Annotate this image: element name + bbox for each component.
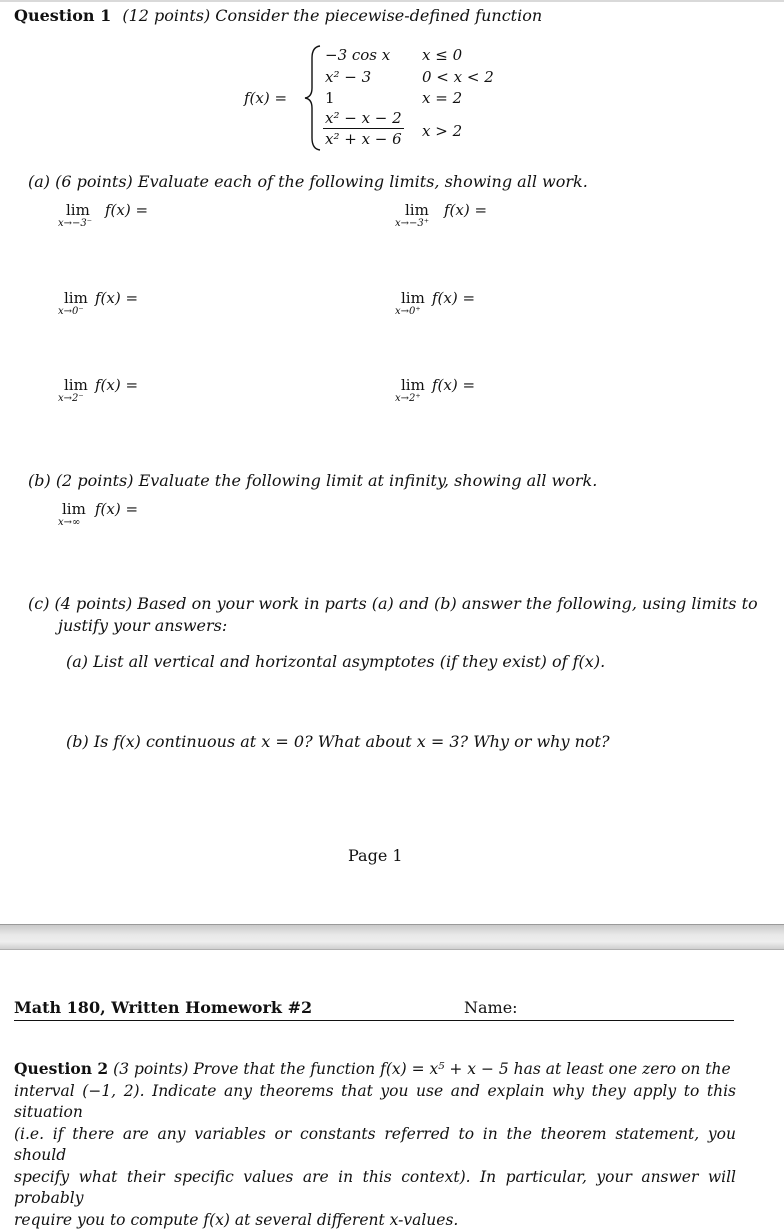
question-2-line-4: specify what their specific values are in this context). In particular, your answer will probably (14, 1167, 736, 1210)
piecewise-brace (303, 44, 323, 152)
lim-subscript: x→0⁻ (58, 306, 84, 317)
page-separator (0, 924, 784, 950)
function-lhs: f(x) = (244, 89, 287, 107)
course-header: Math 180, Written Homework #2 (14, 998, 312, 1017)
question-2-line-2: interval (−1, 2). Indicate any theorems that you use and explain why they apply to this situation (14, 1081, 736, 1124)
part-b-prompt: (b) (2 points) Evaluate the following limit at infinity, showing all work. (28, 471, 597, 490)
piece-1-expr: −3 cos x (325, 46, 390, 64)
lim-expression: f(x) = (444, 201, 487, 219)
piece-4-fraction (323, 109, 404, 148)
piece-3-cond: x = 2 (422, 89, 462, 107)
lim-expression: f(x) = (95, 289, 138, 307)
part-c-sub-b: (b) Is f(x) continuous at x = 0? What about x = 3? Why or why not? (66, 732, 610, 751)
lim-word: lim (66, 201, 90, 219)
lim-subscript: x→0⁺ (395, 306, 421, 317)
piece-4-numerator: x² − x − 2 (323, 109, 404, 129)
lim-subscript: x→−3⁺ (395, 218, 429, 229)
question-2-line-5: require you to compute f(x) at several different x-values. (14, 1210, 736, 1231)
lim-word: lim (405, 201, 429, 219)
part-c-prompt-line1: (c) (4 points) Based on your work in parts (a) and (b) answer the following, using limits to (28, 594, 758, 613)
part-a-prompt: (a) (6 points) Evaluate each of the following limits, showing all work. (28, 172, 588, 191)
lim-subscript: x→−3⁻ (58, 218, 92, 229)
piece-4-denominator: x² + x − 6 (323, 129, 404, 148)
piece-4-expr (323, 109, 404, 148)
question-2-line-1-text: (3 points) Prove that the function f(x) = x⁵ + x − 5 has at least one zero on the (113, 1060, 731, 1078)
page-number: Page 1 (348, 846, 403, 865)
question-1-intro: (12 points) Consider the piecewise-defined function (122, 6, 542, 25)
page-top-edge (0, 0, 784, 2)
lim-subscript: x→∞ (58, 517, 80, 528)
piece-3-expr: 1 (325, 89, 335, 107)
piece-2-expr: x² − 3 (325, 68, 371, 86)
question-2-line-3: (i.e. if there are any variables or constants referred to in the theorem statement, you should (14, 1124, 736, 1167)
header-rule (14, 1020, 734, 1021)
lim-word: lim (401, 289, 425, 307)
question-1-label: Question 1 (14, 6, 111, 25)
part-c-sub-a: (a) List all vertical and horizontal asymptotes (if they exist) of f(x). (66, 652, 605, 671)
lim-word: lim (62, 500, 86, 518)
question-2-block (14, 1058, 736, 1231)
lim-subscript: x→2⁻ (58, 393, 84, 404)
lim-expression: f(x) = (95, 500, 138, 518)
lim-expression: f(x) = (105, 201, 148, 219)
lim-word: lim (64, 376, 88, 394)
lim-word: lim (64, 289, 88, 307)
lim-subscript: x→2⁺ (395, 393, 421, 404)
part-c-prompt-line2: justify your answers: (58, 616, 227, 635)
question-2-label: Question 2 (14, 1059, 108, 1078)
question-2-line-1 (14, 1058, 736, 1081)
question-1-header (14, 6, 542, 25)
lim-expression: f(x) = (432, 376, 475, 394)
lim-word: lim (401, 376, 425, 394)
piece-4-cond: x > 2 (422, 122, 462, 140)
name-label: Name: (464, 998, 518, 1017)
lim-expression: f(x) = (95, 376, 138, 394)
piece-1-cond: x ≤ 0 (422, 46, 462, 64)
lim-expression: f(x) = (432, 289, 475, 307)
piece-2-cond: 0 < x < 2 (422, 68, 494, 86)
